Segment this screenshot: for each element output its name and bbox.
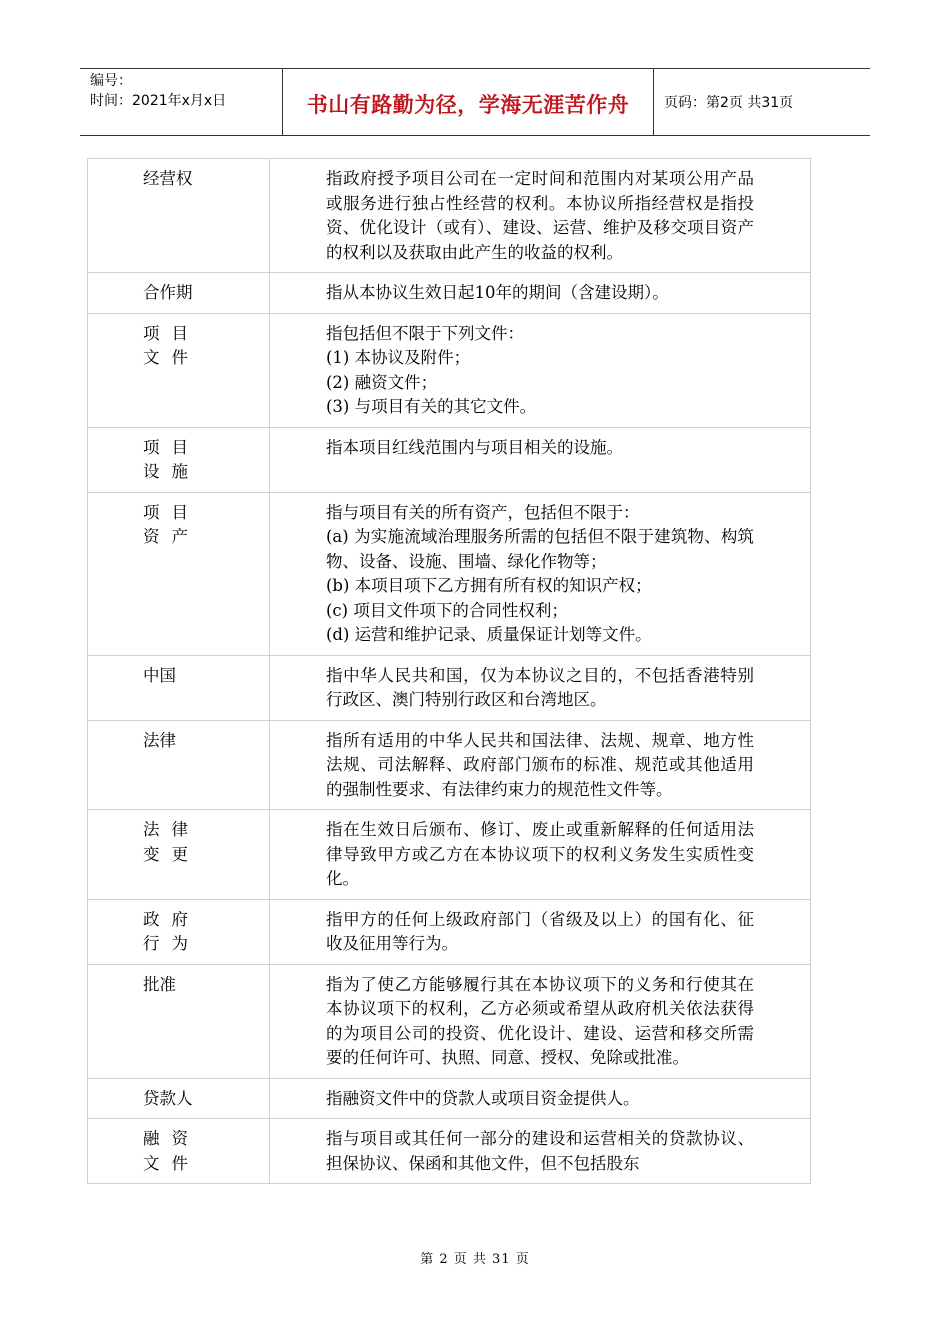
term-cell: 项目设施 (88, 427, 270, 492)
definition-text: 指融资文件中的贷款人或项目资金提供人。 (326, 1088, 640, 1108)
table-row (88, 964, 811, 1078)
definition-cell (270, 1119, 811, 1184)
definition-list-item: (2) 融资文件； (326, 372, 438, 392)
definition-list-item: (d) 运营和维护记录、质量保证计划等文件。 (326, 625, 652, 644)
table-row (88, 1078, 811, 1119)
definitions-table (87, 158, 811, 1184)
document-date-label: 时间：2021年x月x日 (90, 93, 227, 109)
term-cell: 贷款人 (88, 1078, 270, 1119)
definition-text: 指政府授予项目公司在一定时间和范围内对某项公用产品或服务进行独占性经营的权利。本协议所指经营权是指投资、优化设计（或有）、建设、运营、维护及移交项目资产的权利以及获取由此产生的收益的权利。 (326, 169, 754, 262)
term-cell: 法律变更 (88, 810, 270, 900)
header-meta (80, 69, 282, 135)
definition-cell (270, 159, 811, 273)
definition-cell (270, 1078, 811, 1119)
definition-text: 指从本协议生效日起10年的期间（含建设期）。 (326, 283, 669, 302)
header-page-label: 页码：第2页 共31页 (664, 95, 794, 111)
header-motto-cell (282, 69, 654, 135)
table-row (88, 273, 811, 314)
definition-cell (270, 273, 811, 314)
table-row (88, 427, 811, 492)
table-row (88, 655, 811, 720)
definition-cell (270, 313, 811, 427)
definition-cell (270, 899, 811, 964)
definition-cell (270, 492, 811, 655)
table-row (88, 1119, 811, 1184)
definition-list-item: (1) 本协议及附件； (326, 348, 471, 367)
definition-text: 指本项目红线范围内与项目相关的设施。 (326, 437, 623, 457)
table-row (88, 810, 811, 900)
definition-cell (270, 427, 811, 492)
definition-text: 指在生效日后颁布、修订、废止或重新解释的任何适用法律导致甲方或乙方在本协议项下的权利义务发生实质性变化。 (326, 820, 754, 888)
definition-list-item: (b) 本项目项下乙方拥有所有权的知识产权； (326, 576, 652, 595)
definition-text: 指甲方的任何上级政府部门（省级及以上）的国有化、征收及征用等行为。 (326, 909, 754, 953)
term-cell: 政府行为 (88, 899, 270, 964)
table-row (88, 720, 811, 810)
definition-text: 指包括但不限于下列文件： (326, 323, 524, 343)
definition-text: 指与项目有关的所有资产，包括但不限于： (326, 502, 640, 522)
definition-text: 指中华人民共和国，仅为本协议之目的，不包括香港特别行政区、澳门特别行政区和台湾地区。 (326, 665, 754, 709)
term-cell: 法律 (88, 720, 270, 810)
definition-text: 指为了使乙方能够履行其在本协议项下的义务和行使其在本协议项下的权利，乙方必须或希望从政府机关依法获得的为项目公司的投资、优化设计、建设、运营和移交所需要的任何许可、执照、同意、授权、免除或批准。 (326, 974, 754, 1067)
definition-cell (270, 810, 811, 900)
definition-text: 指与项目或其任何一部分的建设和运营相关的贷款协议、担保协议、保函和其他文件，但不包括股东 (326, 1129, 754, 1173)
term-cell: 批准 (88, 964, 270, 1078)
table-row (88, 313, 811, 427)
term-cell: 合作期 (88, 273, 270, 314)
term-cell: 项目资产 (88, 492, 270, 655)
term-cell: 中国 (88, 655, 270, 720)
term-cell: 项目文件 (88, 313, 270, 427)
definition-list-item: (a) 为实施流域治理服务所需的包括但不限于建筑物、构筑物、设备、设施、围墙、绿化作物等； (326, 527, 754, 571)
page-footer: 第 2 页 共 31 页 (420, 1252, 530, 1267)
definition-list-item: (3) 与项目有关的其它文件。 (326, 397, 537, 416)
header-motto: 书山有路勤为径，学海无涯苦作舟 (306, 93, 630, 117)
term-cell: 融资文件 (88, 1119, 270, 1184)
definition-cell (270, 720, 811, 810)
definition-text: 指所有适用的中华人民共和国法律、法规、规章、地方性法规、司法解释、政府部门颁布的标准、规范或其他适用的强制性要求、有法律约束力的规范性文件等。 (326, 730, 754, 799)
table-row (88, 492, 811, 655)
term-cell: 经营权 (88, 159, 270, 273)
definition-list-item: (c) 项目文件项下的合同性权利； (326, 600, 568, 620)
page-header (80, 68, 870, 136)
definition-cell (270, 655, 811, 720)
table-row (88, 159, 811, 273)
document-number-label: 编号： (90, 73, 132, 89)
table-row (88, 899, 811, 964)
definition-cell (270, 964, 811, 1078)
